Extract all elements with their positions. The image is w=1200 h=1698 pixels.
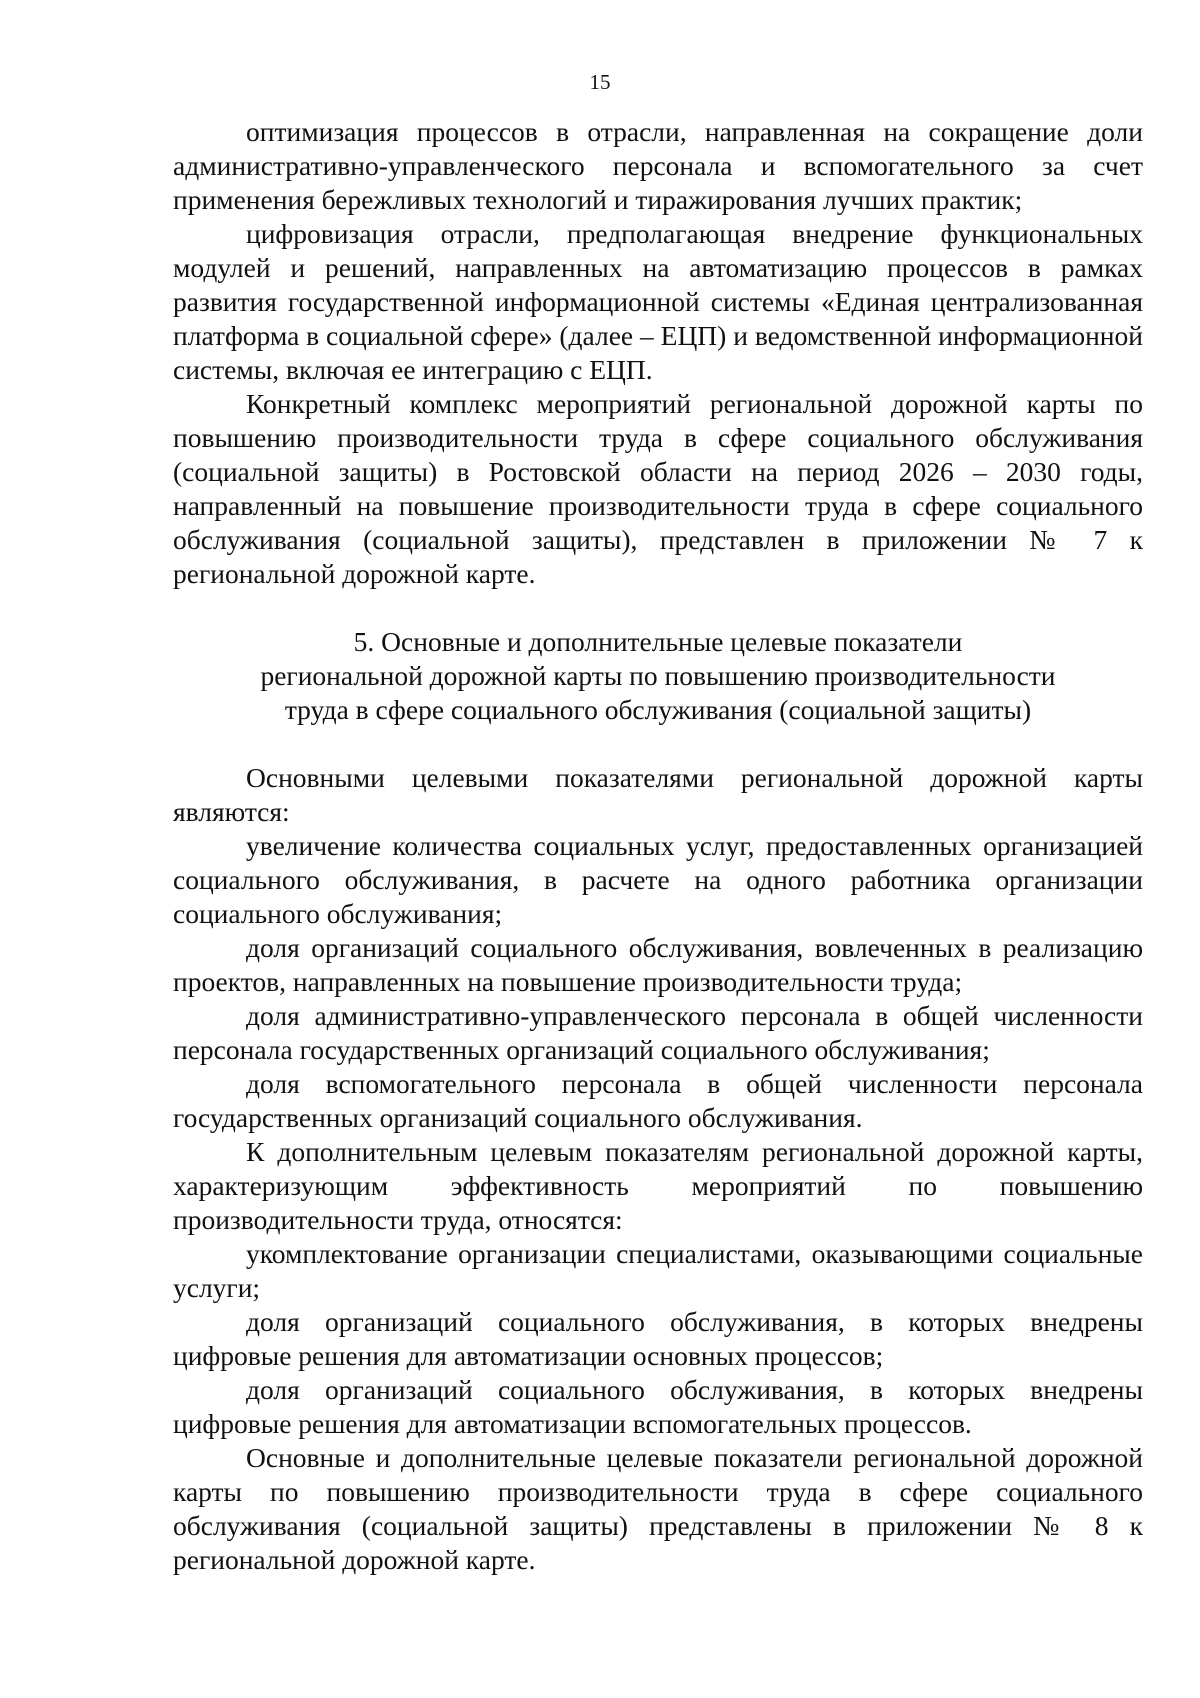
- section-heading-line-2: региональной дорожной карты по повышению производительности: [260, 660, 1056, 691]
- page-number: 15: [589, 70, 611, 94]
- paragraph-indicator-services-per-worker: увеличение количества социальных услуг, предоставленных организацией социального обслуживания, в расчете на одного работника организации социального обслуживания;: [173, 830, 1143, 929]
- paragraph-indicator-admin-staff-share: доля административно-управленческого персонала в общей численности персонала государственных организаций социального обслуживания;: [173, 1000, 1143, 1065]
- paragraph-roadmap-measures: Конкретный комплекс мероприятий региональной дорожной карты по повышению производительности труда в сфере социального обслуживания (социальной защиты) в Ростовской области на период 2026 – 2030 годы, направленный на повышение производительности труда в сфере социального обслуживания (социальной защиты), представлен в приложении № 7 к региональной дорожной карте.: [173, 388, 1143, 589]
- paragraph-indicator-involved-organizations: доля организаций социального обслуживания, вовлеченных в реализацию проектов, направленных на повышение производительности труда;: [173, 932, 1143, 997]
- paragraph-indicator-support-staff-share: доля вспомогательного персонала в общей численности персонала государственных организаций социального обслуживания.: [173, 1068, 1143, 1133]
- document-body: [173, 115, 1143, 1577]
- paragraph-main-indicators-intro: Основными целевыми показателями региональной дорожной карты являются:: [173, 762, 1143, 827]
- paragraph-additional-indicators-intro: К дополнительным целевым показателям региональной дорожной карты, характеризующим эффективность мероприятий по повышению производительности труда, относятся:: [173, 1136, 1143, 1235]
- section-heading-line-1: 5. Основные и дополнительные целевые показатели: [353, 626, 963, 657]
- section-heading-line-3: труда в сфере социального обслуживания (социальной защиты): [284, 694, 1032, 725]
- paragraph-optimization: оптимизация процессов в отрасли, направленная на сокращение доли административно-управленческого персонала и вспомогательного за счет применения бережливых технологий и тиражирования лучших практик;: [173, 116, 1143, 215]
- paragraph-digitalization: цифровизация отрасли, предполагающая внедрение функциональных модулей и решений, направленных на автоматизацию процессов в рамках развития государственной информационной системы «Единая централизованная платформа в социальной сфере» (далее – ЕЦП) и ведомственной информационной системы, включая ее интеграцию с ЕЦП.: [173, 218, 1143, 385]
- paragraph-indicator-digital-support: доля организаций социального обслуживания, в которых внедрены цифровые решения для автоматизации вспомогательных процессов.: [173, 1374, 1143, 1439]
- paragraph-indicator-digital-core: доля организаций социального обслуживания, в которых внедрены цифровые решения для автоматизации основных процессов;: [173, 1306, 1143, 1371]
- paragraph-indicator-staffing: укомплектование организации специалистами, оказывающими социальные услуги;: [173, 1238, 1143, 1303]
- section-heading: [173, 625, 1143, 727]
- paragraph-indicators-appendix: Основные и дополнительные целевые показатели региональной дорожной карты по повышению производительности труда в сфере социального обслуживания (социальной защиты) представлены в приложении № 8 к региональной дорожной карте.: [173, 1442, 1143, 1575]
